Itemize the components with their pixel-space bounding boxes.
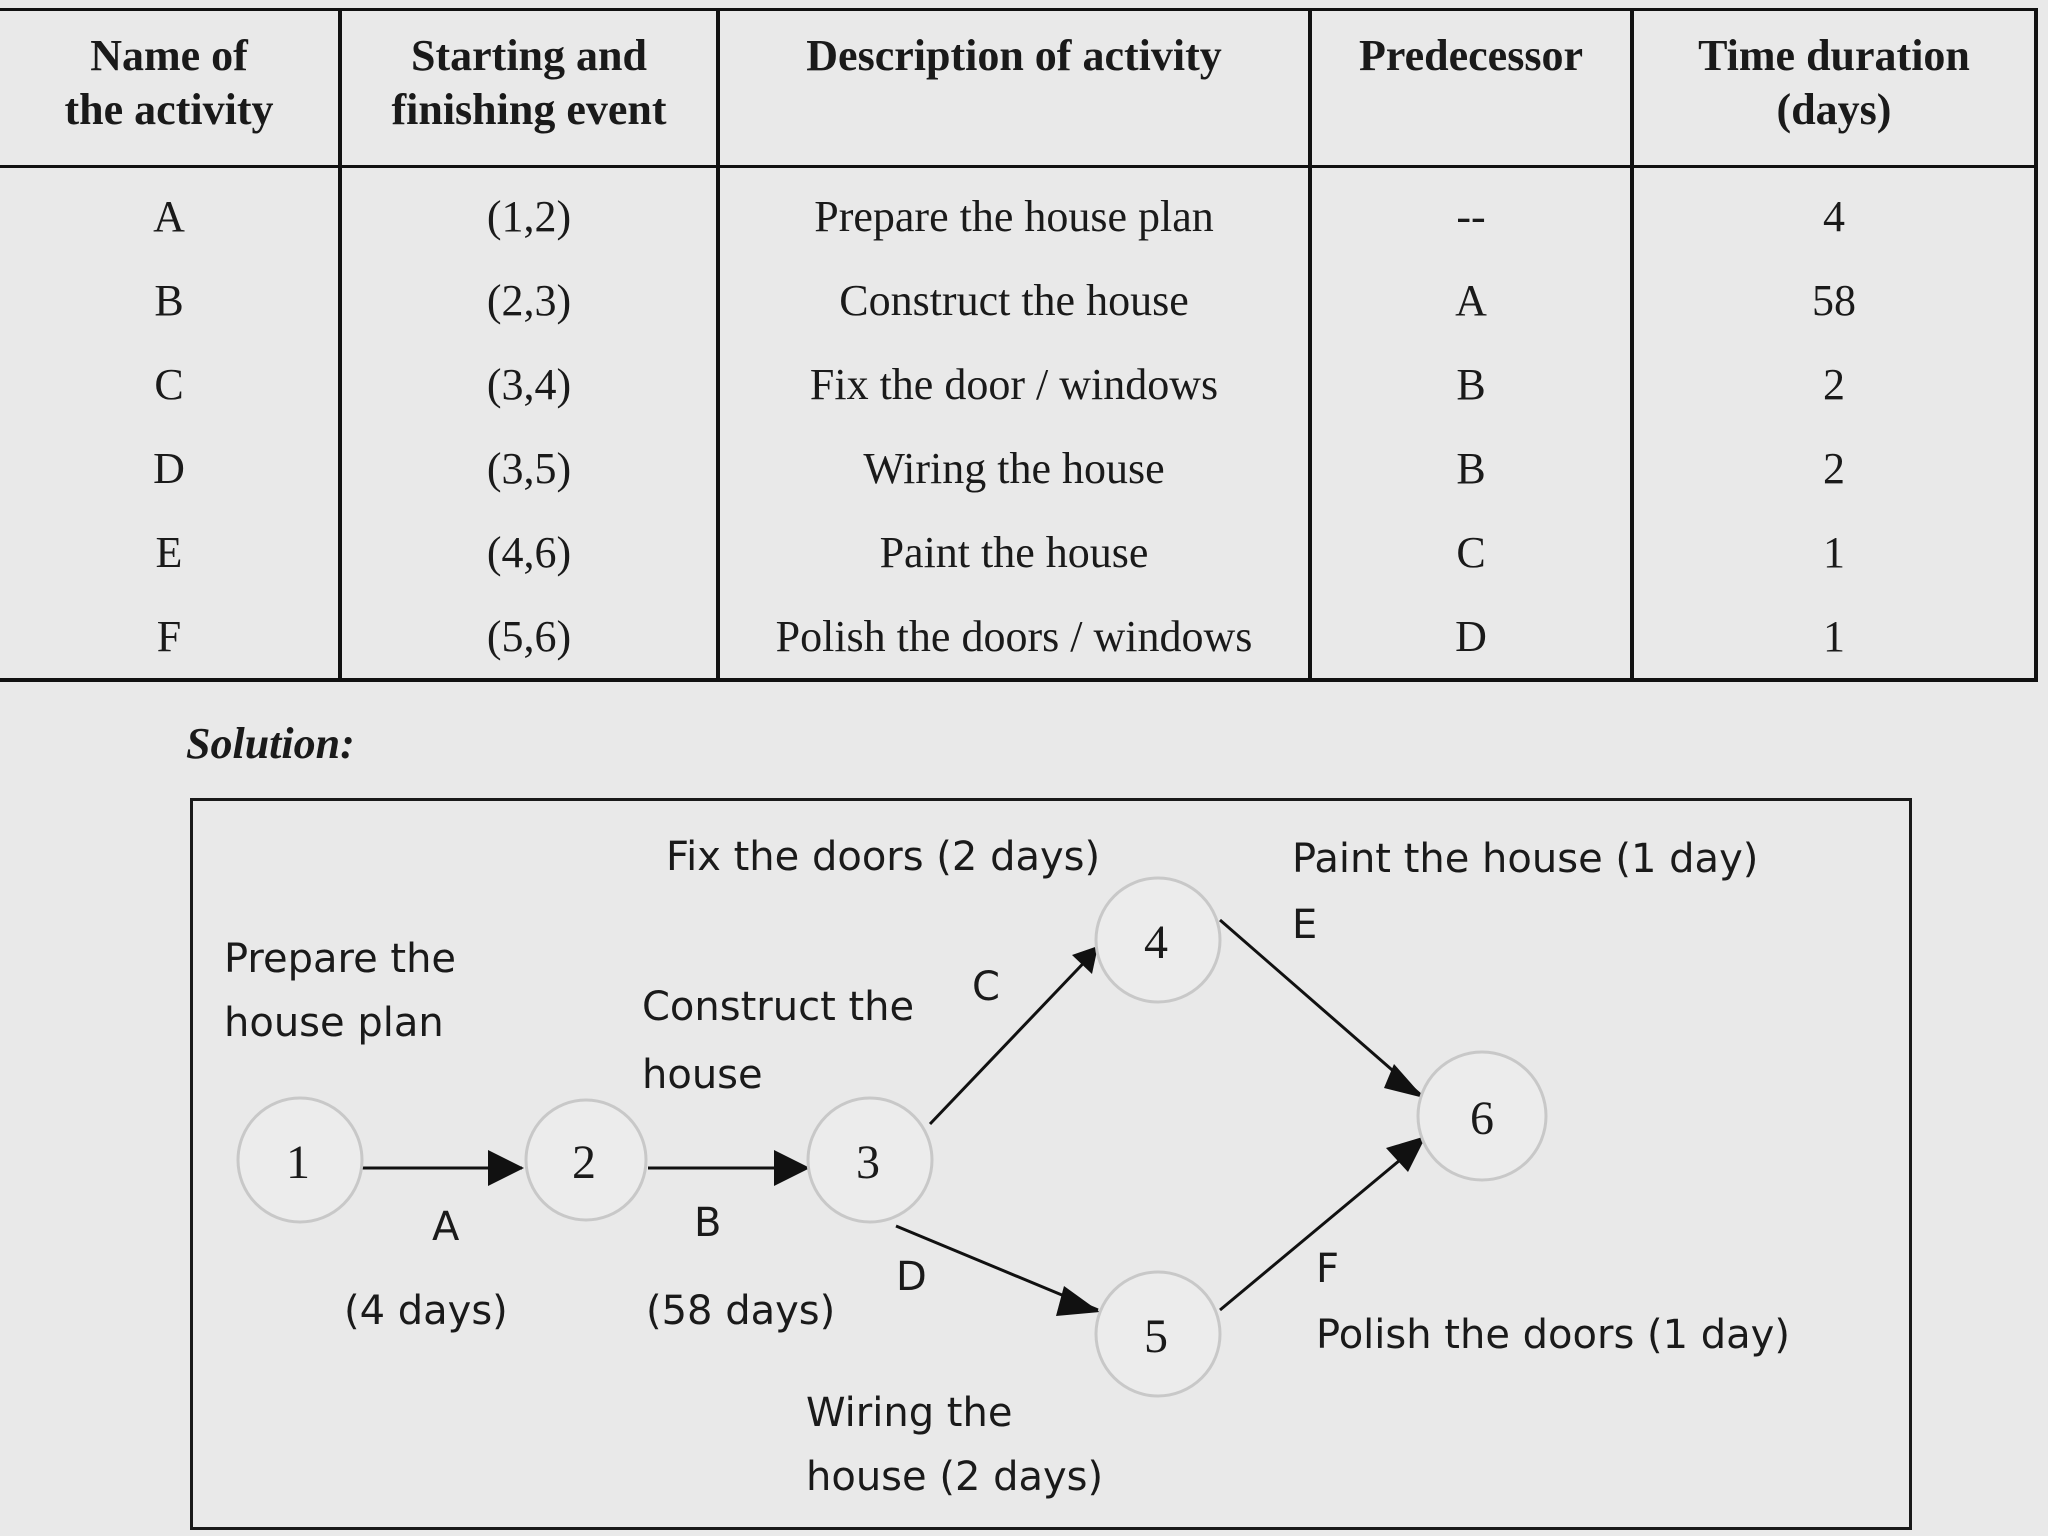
activity-name-cell: C [0, 342, 340, 426]
event-cell: (3,4) [340, 342, 718, 426]
header-line: (days) [1776, 85, 1892, 134]
activity-name-cell: A [0, 167, 340, 259]
solution-heading: Solution: [186, 719, 355, 768]
activity-b-duration: (58 days) [646, 1288, 836, 1334]
activity-b-description: Construct the [642, 984, 915, 1030]
activity-name-cell: E [0, 510, 340, 594]
activity-a-description: house plan [224, 1000, 444, 1046]
duration-cell: 2 [1632, 342, 2036, 426]
activity-b-letter: B [694, 1200, 722, 1246]
header-line: Description of activity [806, 31, 1222, 80]
header-line: Time duration [1698, 31, 1970, 80]
activity-c-letter: C [972, 964, 1000, 1010]
duration-cell: 2 [1632, 426, 2036, 510]
header-line: finishing event [391, 85, 667, 134]
predecessor-cell: B [1310, 342, 1632, 426]
header-line: Name of [90, 31, 248, 80]
node-label: 3 [856, 1136, 880, 1189]
activity-f-description: Polish the doors (1 day) [1316, 1312, 1790, 1358]
activity-a-letter: A [432, 1204, 460, 1250]
edge-a-arrowhead [488, 1150, 524, 1186]
event-cell: (1,2) [340, 167, 718, 259]
predecessor-cell: -- [1310, 167, 1632, 259]
node-3 [808, 1098, 932, 1222]
event-cell: (3,5) [340, 426, 718, 510]
activity-name-cell: D [0, 426, 340, 510]
activity-d-letter: D [896, 1254, 927, 1300]
activity-a-duration: (4 days) [344, 1288, 508, 1334]
edge-d-arrowhead [1056, 1286, 1100, 1316]
duration-cell: 58 [1632, 258, 2036, 342]
activity-e-letter: E [1292, 902, 1318, 948]
description-cell: Wiring the house [718, 426, 1310, 510]
predecessor-cell: D [1310, 594, 1632, 680]
activity-name-cell: B [0, 258, 340, 342]
header-line: Starting and [411, 31, 647, 80]
predecessor-cell: C [1310, 510, 1632, 594]
activity-name-cell: F [0, 594, 340, 680]
predecessor-cell: B [1310, 426, 1632, 510]
header-line: Predecessor [1359, 31, 1583, 80]
activity-c-description: Fix the doors (2 days) [666, 834, 1101, 880]
header-line: the activity [64, 85, 274, 134]
description-cell: Construct the house [718, 258, 1310, 342]
edge-c [930, 950, 1096, 1124]
edge-b-arrowhead [774, 1150, 810, 1186]
duration-cell: 1 [1632, 594, 2036, 680]
activity-d-description: house (2 days) [806, 1454, 1104, 1500]
node-6 [1418, 1052, 1546, 1180]
activity-e-description: Paint the house (1 day) [1292, 836, 1759, 882]
predecessor-cell: A [1310, 258, 1632, 342]
description-cell: Polish the doors / windows [718, 594, 1310, 680]
node-label: 6 [1470, 1092, 1494, 1145]
event-cell: (5,6) [340, 594, 718, 680]
description-cell: Prepare the house plan [718, 167, 1310, 259]
event-cell: (4,6) [340, 510, 718, 594]
duration-cell: 4 [1632, 167, 2036, 259]
node-label: 2 [572, 1136, 596, 1189]
node-5 [1096, 1272, 1220, 1396]
duration-cell: 1 [1632, 510, 2036, 594]
activity-b-description: house [642, 1052, 763, 1098]
node-label: 5 [1144, 1310, 1168, 1363]
activity-f-letter: F [1316, 1246, 1340, 1292]
event-cell: (2,3) [340, 258, 718, 342]
node-4 [1096, 878, 1220, 1002]
node-label: 1 [286, 1136, 310, 1189]
activity-a-description: Prepare the [224, 936, 457, 982]
node-2 [526, 1100, 646, 1220]
description-cell: Fix the door / windows [718, 342, 1310, 426]
node-1 [238, 1098, 362, 1222]
node-label: 4 [1144, 916, 1168, 969]
activity-d-description: Wiring the [806, 1390, 1013, 1436]
description-cell: Paint the house [718, 510, 1310, 594]
